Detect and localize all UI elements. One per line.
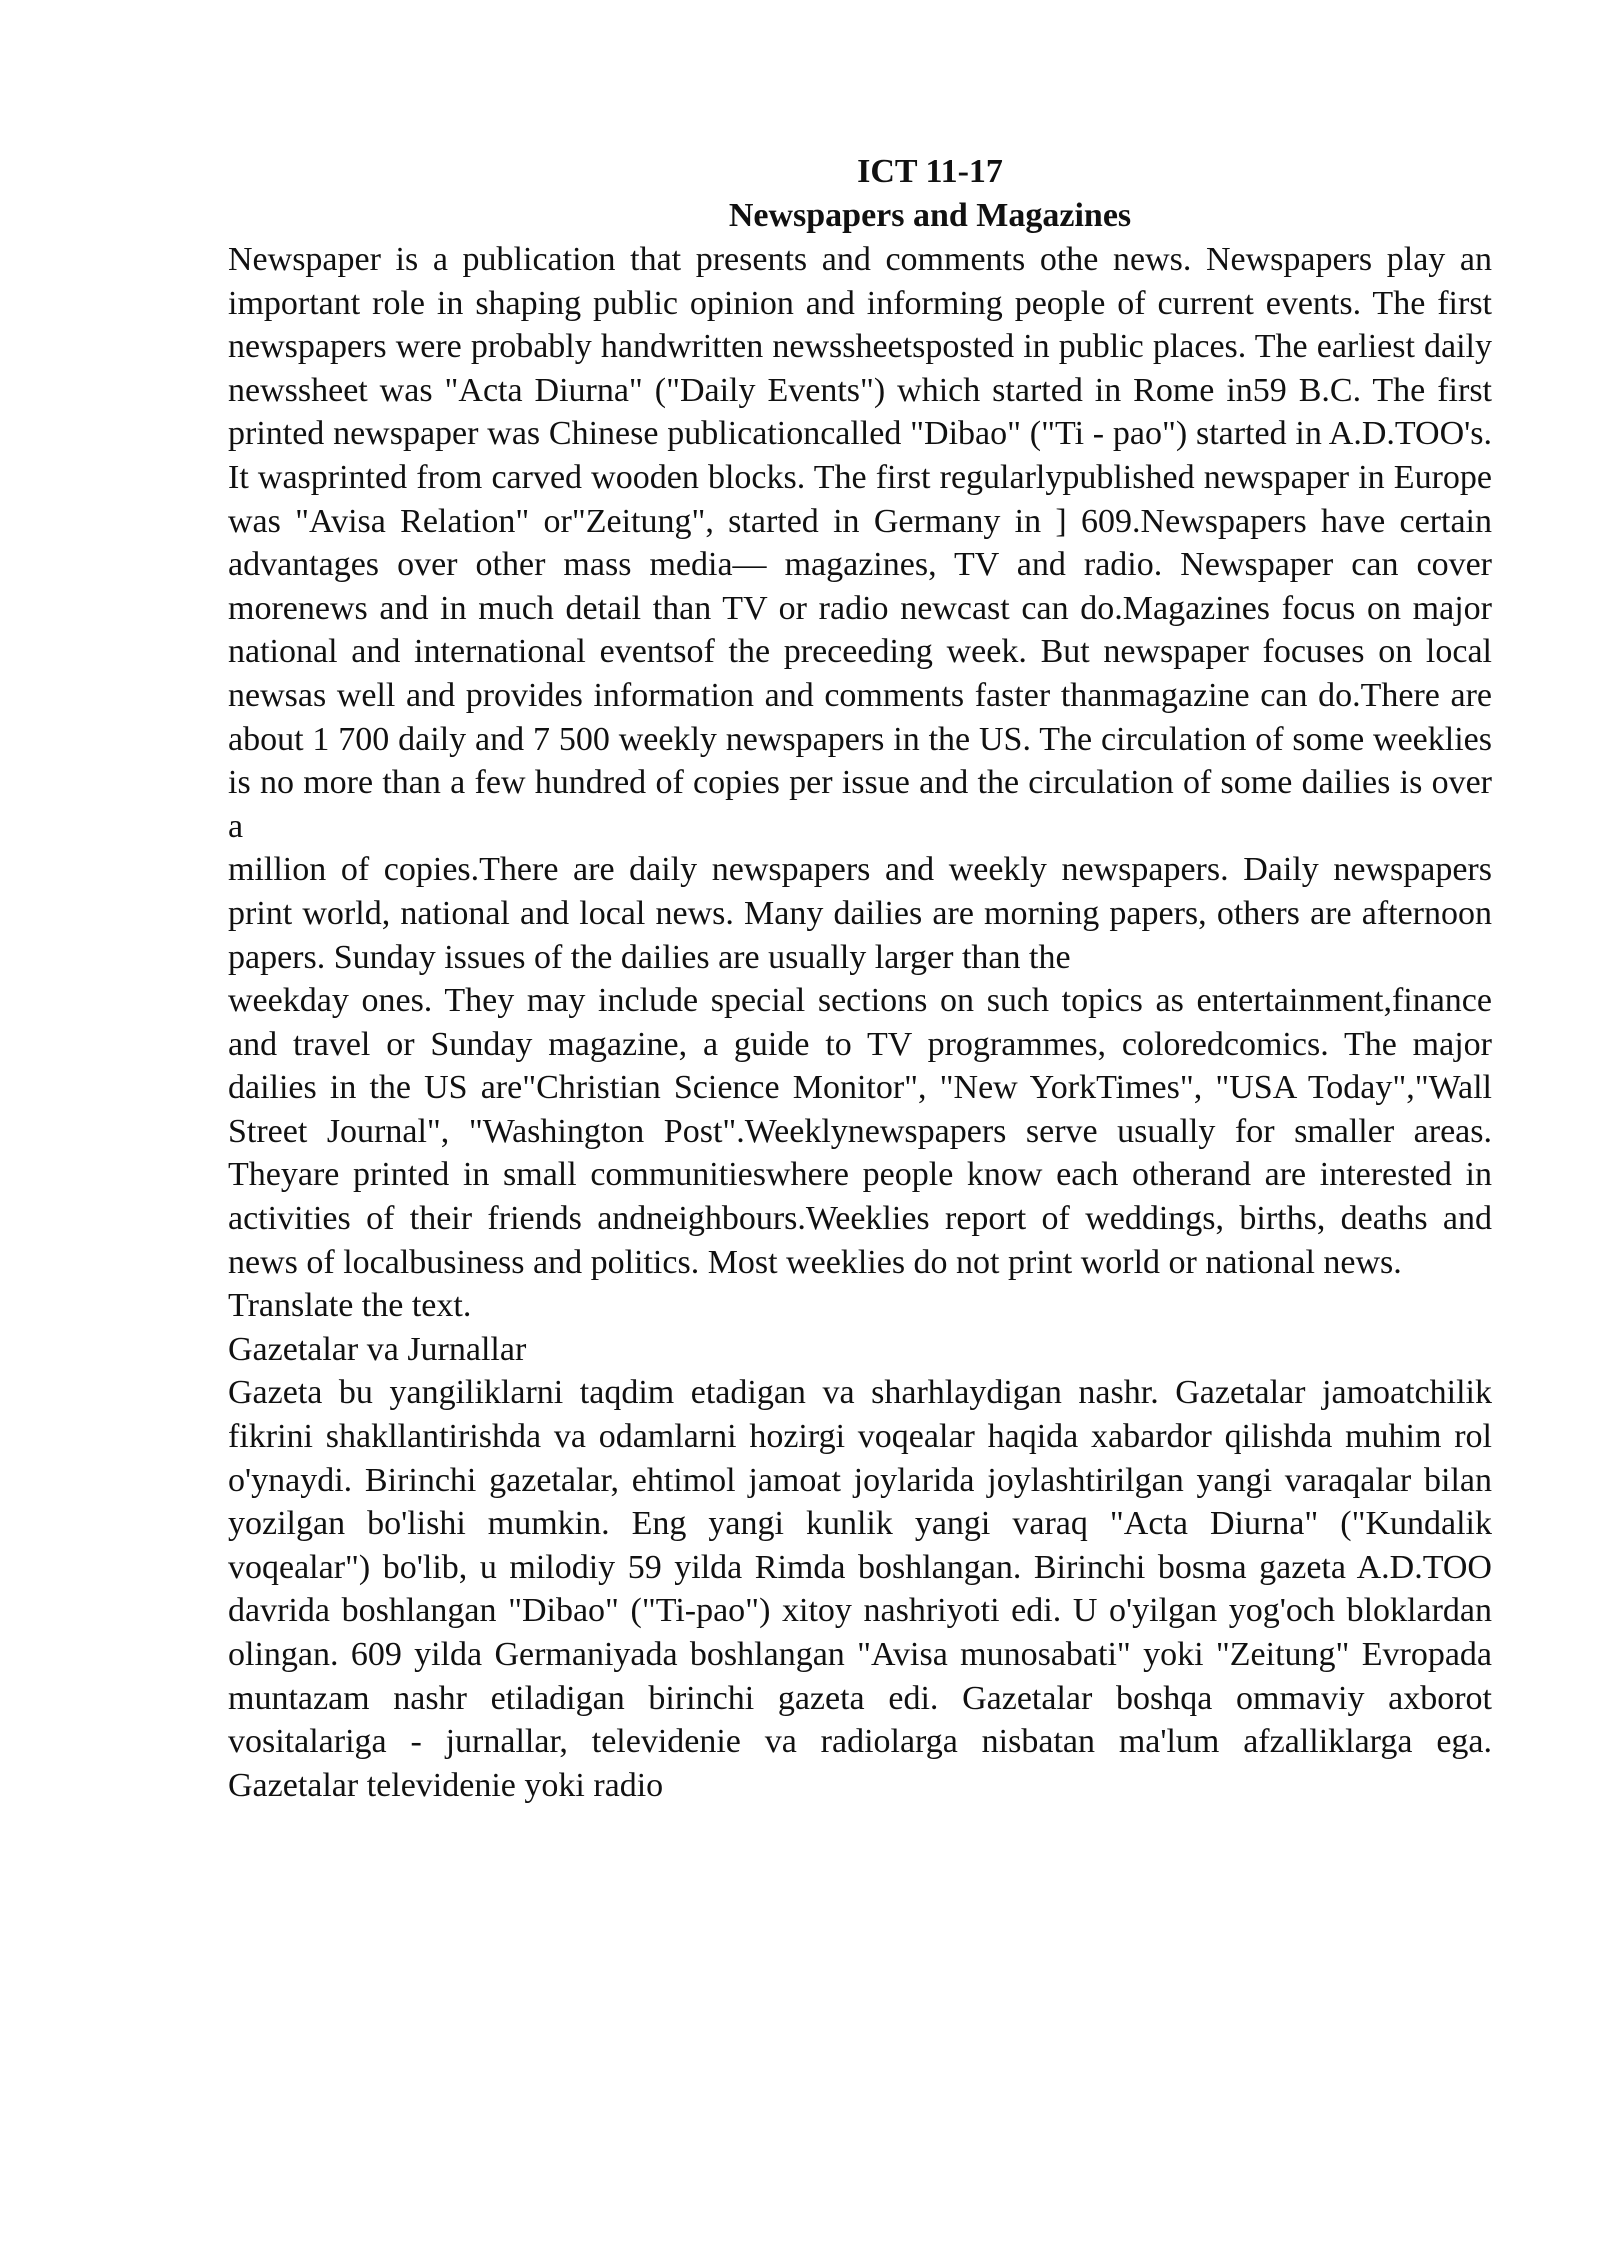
english-paragraph-1: Newspaper is a publication that presents and comments othe news. Newspapers play an important role in shaping public opinion and informing people of current events. The first newspapers were probably handwritten newssheetsposted in public places. The earliest daily newssheet was "Acta Diurna" ("Daily Events") which started in Rome in59 B.C. The first printed newspaper was Chinese publicationcalled "Dibao" ("Ti - pao") started in A.D.TOO's. It wasprinted from carved wooden blocks. The first regularlypublished newspaper in Europe was "Avisa Relation" or"Zeitung", started in Germany in ] 609.Newspapers have certain advantages over other mass media— magazines, TV and radio. Newspaper can cover morenews and in much detail than TV or radio newcast can do.Magazines focus on major national and international eventsof the preceeding week. But newspaper focuses on local newsas well and provides information and comments faster thanmagazine can do.There are about 1 700 daily and 7 500 weekly newspapers in the US. The circulation of some weeklies is no more than a few hundred of copies per issue and the circulation of some dailies is over a (228, 241, 1492, 845)
translation-title: Gazetalar va Jurnallar (228, 1330, 527, 1368)
english-paragraph-3: weekday ones. They may include special sections on such topics as entertainment,finance and travel or Sunday magazine, a guide to TV programmes, coloredcomics. The major dailies in the US are"Christian Science Monitor", "New YorkTimes", "USA Today","Wall Street Journal", "Washington Post".Weeklynewspapers serve usually for smaller areas. Theyare printed in small communitieswhere people know each otherand are interested in activities of their friends andneighbours.Weeklies report of weddings, births, deaths and news of localbusiness and politics. Most weeklies do not print world or national news. (228, 982, 1492, 1281)
translate-instruction: Translate the text. (228, 1287, 472, 1325)
document-code: ICT 11-17 (857, 153, 1003, 190)
english-paragraph-2: million of copies.There are daily newspapers and weekly newspapers. Daily newspapers print world, national and local news. Many dailies are morning papers, others are afternoon papers. Sunday issues of the dailies are usually larger than the (228, 851, 1492, 976)
translation-paragraph: Gazeta bu yangiliklarni taqdim etadigan va sharhlaydigan nashr. Gazetalar jamoatchilik fikrini shakllantirishda va odamlarni hozirgi voqealar haqida xabardor qilishda muhim rol o'ynaydi. Birinchi gazetalar, ehtimol jamoat joylarida joylashtirilgan yangi varaqalar bilan yozilgan bo'lishi mumkin. Eng yangi kunlik yangi varaq "Acta Diurna" ("Kundalik voqealar") bo'lib, u milodiy 59 yilda Rimda boshlangan. Birinchi bosma gazeta A.D.TOO davrida boshlangan "Dibao" ("Ti-pao") xitoy nashriyoti edi. U o'yilgan yog'och bloklardan olingan. 609 yilda Germaniyada boshlangan "Avisa munosabati" yoki "Zeitung" Evropada muntazam nashr etiladigan birinchi gazeta edi. Gazetalar boshqa ommaviy axborot vositalariga - jurnallar, televidenie va radiolarga nisbatan ma'lum afzalliklarga ega. Gazetalar televidenie yoki radio (228, 1374, 1492, 1804)
document-title: Newspapers and Magazines (728, 197, 1132, 234)
document-page (228, 150, 1492, 1807)
